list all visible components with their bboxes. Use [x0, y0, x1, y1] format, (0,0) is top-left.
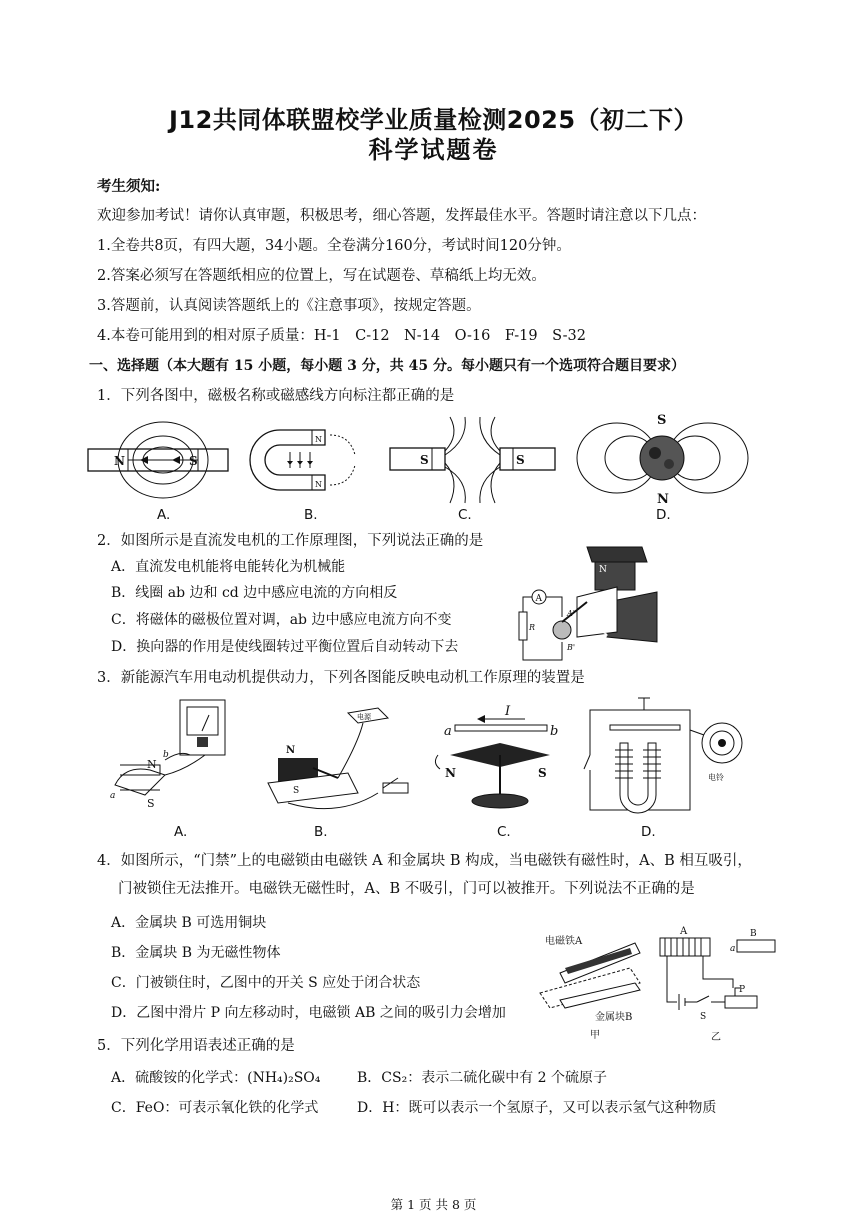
- q4-option-b: B．金属块 B 为无磁性物体: [111, 945, 281, 961]
- exam-subtitle: 科学试题卷: [368, 136, 499, 164]
- svg-text:S: S: [700, 1012, 707, 1022]
- q5-option-d: D．H：既可以表示一个氢原子，又可以表示氢气这种物质: [357, 1100, 717, 1116]
- svg-text:N: N: [315, 435, 322, 444]
- q4-option-a: A．金属块 B 可选用铜块: [111, 915, 267, 931]
- q5-option-b: B．CS₂：表示二硫化碳中有 2 个硫原子: [357, 1070, 608, 1086]
- q3-figure-b: [268, 703, 413, 813]
- exam-title: J12共同体联盟校学业质量检测2025（初二下）: [168, 106, 699, 134]
- q4-figure-yi: [655, 924, 790, 1044]
- q2-option-d: D．换向器的作用是使线圈转过平衡位置后自动转动下去: [111, 639, 459, 655]
- svg-text:S: S: [602, 630, 609, 640]
- q1-figure-b: [250, 415, 365, 505]
- notice-line-2: 1.全卷共8页，有四大题，34小题。全卷满分160分，考试时间120分钟。: [97, 238, 571, 254]
- q2-option-a: A．直流发电机能将电能转化为机械能: [111, 559, 346, 575]
- svg-text:b: b: [550, 724, 559, 739]
- q3-figure-a: [105, 695, 245, 815]
- q4-option-d: D．乙图中滑片 P 向左移动时，电磁锁 AB 之间的吸引力会增加: [111, 1005, 506, 1021]
- q5-stem: 5．下列化学用语表述正确的是: [97, 1038, 295, 1054]
- svg-text:N: N: [657, 492, 669, 507]
- q3-label-a: A.: [174, 824, 188, 840]
- q1-label-b: B.: [304, 507, 318, 523]
- svg-text:S: S: [657, 413, 667, 428]
- svg-text:甲: 甲: [590, 1030, 600, 1041]
- svg-text:N: N: [445, 766, 456, 780]
- svg-text:N: N: [114, 454, 125, 468]
- svg-text:S: S: [293, 786, 300, 796]
- q3-figure-c: [430, 705, 570, 815]
- q4-stem-line-2: 门被锁住无法推开。电磁铁无磁性时，A、B 不吸引，门可以被推开。下列说法不正确的是: [118, 881, 695, 897]
- q1-stem: 1．下列各图中，磁极名称或磁感线方向标注都正确的是: [97, 388, 455, 404]
- svg-text:R: R: [529, 623, 536, 632]
- svg-text:乙: 乙: [711, 1032, 721, 1043]
- q1-label-c: C.: [458, 507, 472, 523]
- q5-option-c: C．FeO：可表示氧化铁的化学式: [111, 1100, 319, 1116]
- q1-label-a: A.: [157, 507, 171, 523]
- svg-text:I: I: [505, 704, 511, 719]
- svg-text:N: N: [599, 565, 607, 575]
- svg-text:金属块B: 金属块B: [595, 1012, 633, 1023]
- q2-figure: [517, 542, 667, 667]
- svg-text:N: N: [315, 480, 322, 489]
- svg-text:P: P: [739, 985, 746, 995]
- q2-option-b: B．线圈 ab 边和 cd 边中感应电流的方向相反: [111, 585, 398, 601]
- notice-line-4: 3.答题前，认真阅读答题纸上的《注意事项》，按规定答题。: [97, 298, 481, 314]
- q1-figure-d: [575, 408, 750, 505]
- svg-text:A': A': [567, 609, 575, 618]
- notice-heading: 考生须知:: [97, 178, 161, 195]
- svg-text:S: S: [538, 766, 547, 780]
- q2-stem: 2．如图所示是直流发电机的工作原理图，下列说法正确的是: [97, 533, 484, 549]
- q4-figure-jia: [540, 928, 660, 1041]
- svg-text:B: B: [750, 929, 757, 939]
- svg-text:电铃: 电铃: [708, 773, 724, 782]
- q3-label-b: B.: [314, 824, 328, 840]
- svg-text:a: a: [110, 791, 116, 801]
- section-heading: 一、选择题（本大题有 15 小题，每小题 3 分，共 45 分。每小题只有一个选项符合题目要求）: [89, 358, 685, 374]
- svg-text:S: S: [516, 453, 525, 467]
- q2-option-c: C．将磁体的磁极位置对调，ab 边中感应电流方向不变: [111, 612, 452, 628]
- q3-label-d: D.: [641, 824, 656, 840]
- svg-text:A: A: [680, 926, 688, 937]
- q3-label-c: C.: [497, 824, 511, 840]
- q3-stem: 3．新能源汽车用电动机提供动力，下列各图能反映电动机工作原理的装置是: [97, 670, 585, 686]
- q4-option-c: C．门被锁住时，乙图中的开关 S 应处于闭合状态: [111, 975, 421, 991]
- q4-stem-line-1: 4．如图所示，“门禁”上的电磁锁由电磁铁 A 和金属块 B 构成，当电磁铁有磁性时，A、B 相互吸引，: [97, 853, 752, 869]
- q1-label-d: D.: [656, 507, 671, 523]
- notice-line-1: 欢迎参加考试！请你认真审题，积极思考，细心答题，发挥最佳水平。答题时请注意以下几点：: [97, 208, 706, 224]
- svg-text:S: S: [147, 797, 155, 810]
- svg-text:电磁铁A: 电磁铁A: [545, 936, 583, 947]
- page-footer: 第 1 页 共 8 页: [390, 1197, 477, 1212]
- svg-text:b: b: [163, 750, 169, 760]
- svg-text:A: A: [535, 594, 542, 604]
- q1-figure-c: [390, 415, 555, 505]
- svg-text:N: N: [147, 758, 157, 771]
- svg-text:电源: 电源: [357, 713, 371, 721]
- q5-option-a: A．硫酸铵的化学式：(NH₄)₂SO₄: [111, 1070, 321, 1086]
- notice-line-5: 4.本卷可能用到的相对原子质量：H-1 C-12 N-14 O-16 F-19 S-32: [97, 328, 586, 344]
- svg-text:a: a: [444, 724, 452, 739]
- svg-text:S: S: [420, 453, 429, 467]
- svg-text:S: S: [189, 454, 198, 468]
- svg-text:a: a: [730, 944, 736, 954]
- notice-line-3: 2.答案必须写在答题纸相应的位置上，写在试题卷、草稿纸上均无效。: [97, 268, 546, 284]
- q1-figure-a: [88, 415, 228, 505]
- svg-text:N: N: [286, 745, 296, 756]
- svg-text:B': B': [567, 643, 576, 652]
- q3-figure-d: [580, 695, 750, 820]
